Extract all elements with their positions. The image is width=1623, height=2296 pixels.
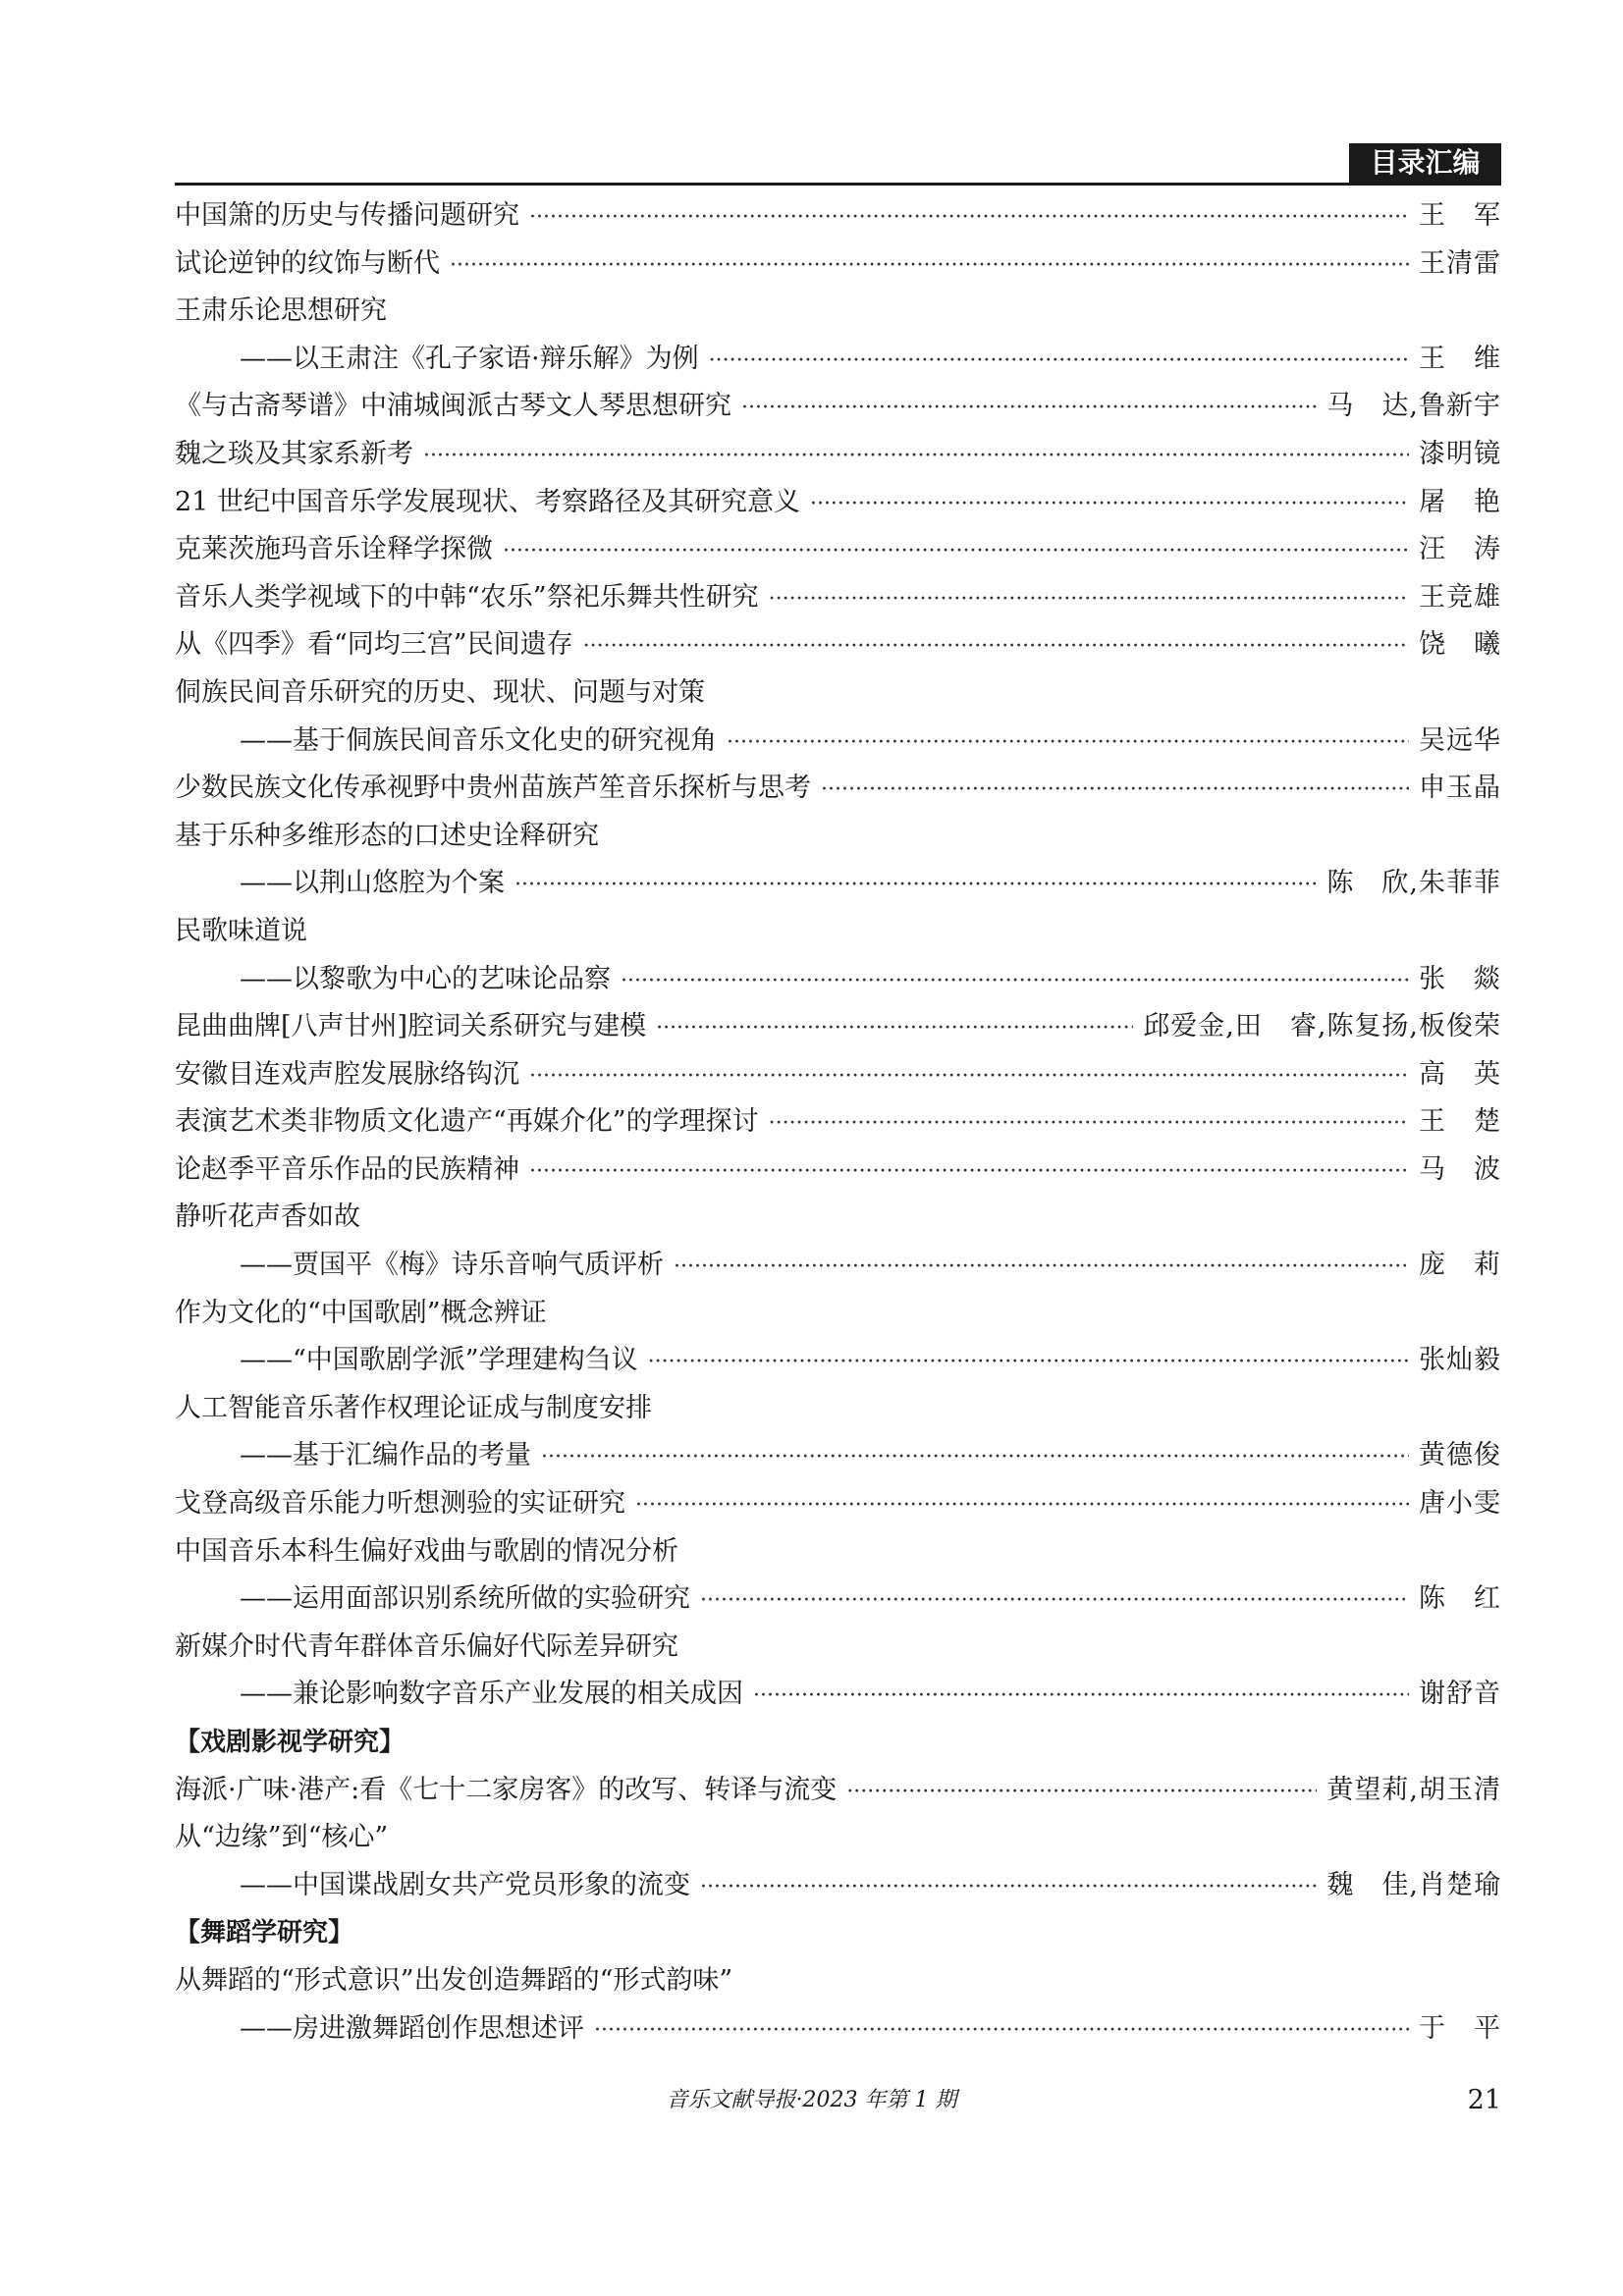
dot-leader [700, 1862, 1317, 1912]
page-footer [0, 2081, 1623, 2120]
toc-entry [175, 1337, 1501, 1385]
entry-author: 饶 曦 [1419, 629, 1501, 661]
entry-author: 王 维 [1419, 343, 1501, 374]
toc-entry [175, 2005, 1501, 2054]
toc-entry [175, 956, 1501, 1004]
entry-title: ——基于侗族民间音乐文化史的研究视角 [240, 724, 717, 756]
entry-title: 民歌味道说 [175, 915, 307, 946]
entry-author: 陈 欣,朱菲菲 [1326, 868, 1501, 899]
entry-author: 谢舒音 [1419, 1679, 1501, 1710]
dot-leader [635, 1480, 1409, 1530]
entry-title: 音乐人类学视域下的中韩“农乐”祭祀乐舞共性研究 [175, 581, 759, 613]
dot-leader [810, 479, 1409, 529]
entry-title: 从“边缘”到“核心” [175, 1822, 389, 1853]
entry-title: 21 世纪中国音乐学发展现状、考察路径及其研究意义 [175, 486, 800, 517]
toc-entry [175, 1862, 1501, 1910]
entry-author: 唐小雯 [1419, 1488, 1501, 1520]
entry-author: 张灿毅 [1419, 1345, 1501, 1376]
toc-entry [175, 1814, 1501, 1862]
entry-title: ——以黎歌为中心的艺味论品察 [240, 963, 611, 994]
toc-entry [175, 1671, 1501, 1719]
section-heading-text: 【舞蹈学研究】 [175, 1918, 354, 1949]
table-of-contents [175, 192, 1501, 2053]
dot-leader [583, 621, 1409, 671]
toc-entry [175, 192, 1501, 240]
section-tab: 目录汇编 [1349, 143, 1501, 183]
dot-leader [621, 956, 1409, 1006]
entry-title: ——“中国歌剧学派”学理建构刍议 [240, 1345, 638, 1376]
dot-leader [821, 765, 1409, 815]
dot-leader [529, 192, 1409, 242]
page-number: 21 [1467, 2085, 1501, 2115]
toc-entry [175, 908, 1501, 956]
dot-leader [529, 1147, 1409, 1197]
dot-leader [709, 336, 1409, 386]
dot-leader [769, 1098, 1409, 1148]
toc-entry [175, 336, 1501, 384]
dot-leader [450, 240, 1409, 291]
entry-author: 王清雷 [1419, 247, 1501, 279]
entry-author: 屠 艳 [1419, 486, 1501, 517]
toc-entry [175, 1051, 1501, 1099]
dot-leader [648, 1337, 1409, 1387]
entry-title: 少数民族文化传承视野中贵州苗族芦笙音乐探析与思考 [175, 773, 811, 804]
entry-author: 张 燚 [1419, 963, 1501, 994]
toc-entry [175, 383, 1501, 431]
entry-author: 漆明镜 [1419, 438, 1501, 469]
toc-entry [175, 526, 1501, 574]
section-heading [175, 1909, 1501, 1957]
entry-title: ——以王肃注《孔子家语·辩乐解》为例 [240, 343, 699, 374]
entry-title: 海派·广味·港产:看《七十二家房客》的改写、转译与流变 [175, 1774, 838, 1805]
toc-entry [175, 1432, 1501, 1480]
dot-leader [741, 383, 1317, 433]
entry-title: 克莱茨施玛音乐诠释学探微 [175, 534, 493, 565]
entry-title: 王肃乐论思想研究 [175, 295, 387, 327]
entry-title: ——兼论影响数字音乐产业发展的相关成因 [240, 1679, 743, 1710]
dot-leader [656, 1003, 1133, 1053]
entry-author: 高 英 [1419, 1058, 1501, 1090]
entry-title: ——运用面部识别系统所做的实验研究 [240, 1583, 690, 1615]
toc-entry [175, 1242, 1501, 1290]
header-rule [175, 183, 1501, 186]
entry-author: 于 平 [1419, 2012, 1501, 2044]
dot-leader [503, 526, 1409, 576]
entry-title: 《与古斋琴谱》中浦城闽派古琴文人琴思想研究 [175, 391, 731, 422]
dot-leader [769, 574, 1409, 624]
toc-entry [175, 479, 1501, 527]
toc-entry [175, 1003, 1501, 1051]
entry-author: 吴远华 [1419, 724, 1501, 756]
entry-title: 从《四季》看“同均三宫”民间遗存 [175, 629, 573, 661]
toc-entry [175, 813, 1501, 861]
dot-leader [594, 2005, 1409, 2056]
entry-title: ——中国谍战剧女共产党员形象的流变 [240, 1869, 690, 1900]
toc-entry [175, 240, 1501, 289]
entry-author: 汪 涛 [1419, 534, 1501, 565]
entry-title: 基于乐种多维形态的口述史诠释研究 [175, 820, 599, 851]
entry-author: 邱爱金,田 睿,陈复扬,板俊荣 [1143, 1011, 1501, 1042]
toc-entry [175, 1575, 1501, 1624]
dot-leader [700, 1575, 1409, 1626]
toc-entry [175, 1767, 1501, 1815]
dot-leader [423, 431, 1409, 481]
entry-author: 马 达,鲁新宇 [1326, 391, 1501, 422]
toc-entry [175, 1957, 1501, 2005]
entry-title: 侗族民间音乐研究的历史、现状、问题与对策 [175, 676, 705, 708]
entry-author: 黄望莉,胡玉清 [1326, 1774, 1501, 1805]
entry-author: 马 波 [1419, 1153, 1501, 1185]
entry-title: 安徽目连戏声腔发展脉络钩沉 [175, 1058, 519, 1090]
entry-title: 中国箫的历史与传播问题研究 [175, 200, 519, 231]
entry-title: ——房进激舞蹈创作思想述评 [240, 2012, 584, 2044]
toc-entry [175, 765, 1501, 813]
entry-title: 表演艺术类非物质文化遗产“再媒介化”的学理探讨 [175, 1106, 759, 1138]
toc-entry [175, 1098, 1501, 1147]
dot-leader [753, 1671, 1409, 1721]
dot-leader [727, 718, 1409, 768]
dot-leader [846, 1767, 1317, 1817]
toc-entry [175, 574, 1501, 622]
dot-leader [541, 1432, 1409, 1482]
entry-author: 黄德俊 [1419, 1440, 1501, 1471]
toc-entry [175, 288, 1501, 336]
toc-entry [175, 1528, 1501, 1576]
entry-author: 申玉晶 [1419, 773, 1501, 804]
entry-title: 静听花声香如故 [175, 1201, 360, 1233]
entry-title: ——基于汇编作品的考量 [240, 1440, 531, 1471]
entry-title: 戈登高级音乐能力听想测验的实证研究 [175, 1488, 625, 1520]
dot-leader [514, 860, 1317, 910]
entry-author: 庞 莉 [1419, 1250, 1501, 1281]
entry-author: 陈 红 [1419, 1583, 1501, 1615]
toc-entry [175, 431, 1501, 479]
section-heading [175, 1719, 1501, 1767]
entry-title: ——以荆山悠腔为个案 [240, 868, 505, 899]
dot-leader [674, 1242, 1409, 1292]
entry-title: 试论逆钟的纹饰与断代 [175, 247, 440, 279]
toc-entry [175, 860, 1501, 908]
toc-entry [175, 1385, 1501, 1433]
toc-entry [175, 718, 1501, 766]
toc-entry [175, 1194, 1501, 1242]
toc-entry [175, 1147, 1501, 1195]
entry-author: 王竞雄 [1419, 581, 1501, 613]
toc-entry [175, 1624, 1501, 1672]
entry-title: 昆曲曲牌[八声甘州]腔词关系研究与建模 [175, 1011, 647, 1042]
toc-entry [175, 1290, 1501, 1338]
entry-title: ——贾国平《梅》诗乐音响气质评析 [240, 1250, 664, 1281]
entry-author: 王 军 [1419, 200, 1501, 231]
dot-leader [529, 1051, 1409, 1101]
toc-entry [175, 669, 1501, 718]
entry-title: 作为文化的“中国歌剧”概念辨证 [175, 1297, 547, 1328]
entry-title: 论赵季平音乐作品的民族精神 [175, 1153, 519, 1185]
entry-title: 中国音乐本科生偏好戏曲与歌剧的情况分析 [175, 1535, 678, 1567]
entry-title: 魏之琰及其家系新考 [175, 438, 413, 469]
entry-title: 人工智能音乐著作权理论证成与制度安排 [175, 1392, 652, 1423]
entry-author: 王 楚 [1419, 1106, 1501, 1138]
toc-entry [175, 1480, 1501, 1528]
journal-issue: 音乐文献导报·2023 年第 1 期 [666, 2088, 957, 2112]
section-heading-text: 【戏剧影视学研究】 [175, 1728, 406, 1757]
entry-title: 从舞蹈的“形式意识”出发创造舞蹈的“形式韵味” [175, 1964, 733, 1996]
entry-title: 新媒介时代青年群体音乐偏好代际差异研究 [175, 1630, 678, 1662]
entry-author: 魏 佳,肖楚瑜 [1326, 1869, 1501, 1900]
toc-entry [175, 621, 1501, 669]
